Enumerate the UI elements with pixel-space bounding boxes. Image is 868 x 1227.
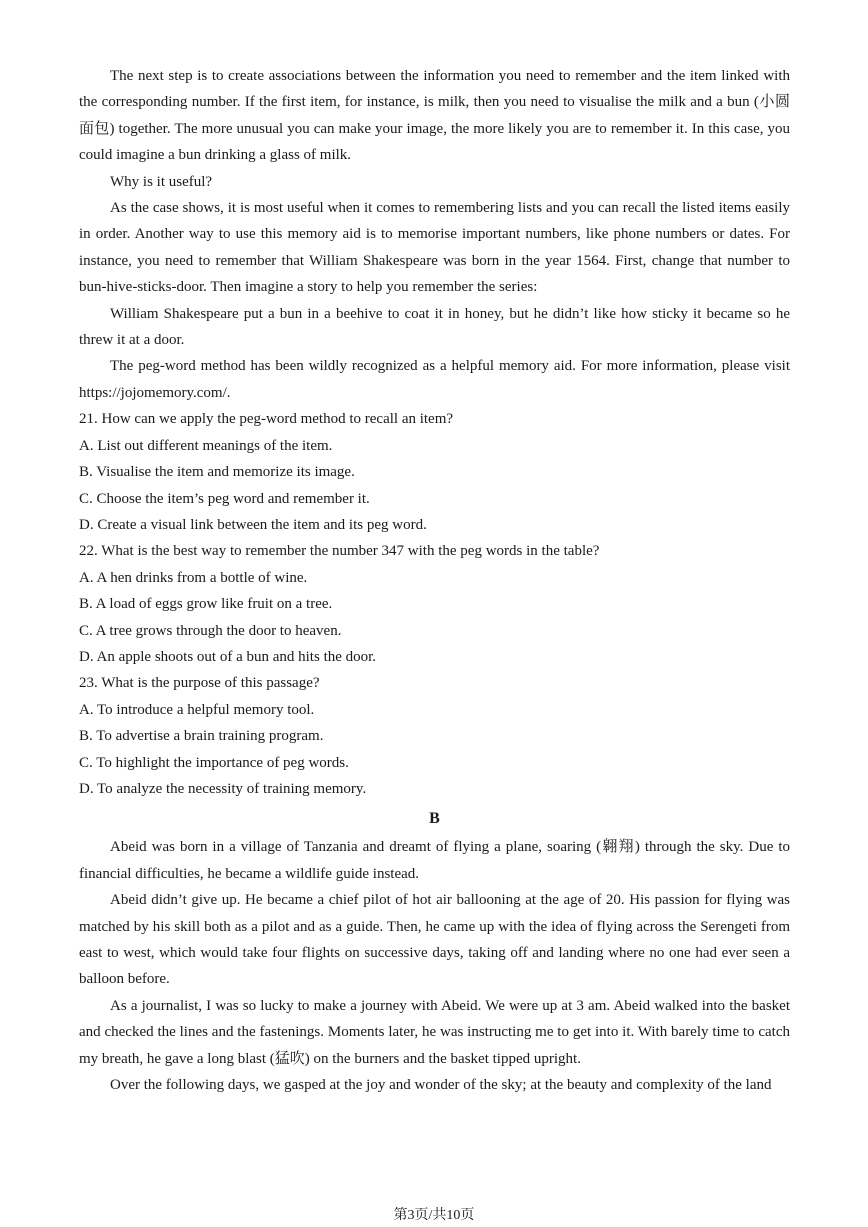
- passage-b-letter: B: [429, 810, 440, 828]
- document-page: [79, 63, 790, 1098]
- paragraph: As the case shows, it is most useful when it comes to remembering lists and you can recall the listed items easily in order. Another way to use this memory aid is to memorise important numbers, like phone numbers or dates. For instance, you need to remember that William Shakespeare was born in the year 1564. First, change that number to bun-hive-sticks-door. Then imagine a story to help you remember the series:: [79, 200, 790, 296]
- paragraph: Abeid was born in a village of Tanzania and dreamt of flying a plane, soaring (翱翔) through the sky. Due to financial difficulties, he became a wildlife guide instead.: [79, 839, 790, 882]
- question-22: [79, 538, 790, 670]
- answer-option: A. To introduce a helpful memory tool.: [79, 701, 315, 718]
- question-stem: 22. What is the best way to remember the number 347 with the peg words in the table?: [79, 543, 600, 560]
- answer-option: B. A load of eggs grow like fruit on a tree.: [79, 596, 333, 613]
- paragraph: Abeid didn’t give up. He became a chief pilot of hot air ballooning at the age of 20. His passion for flying was matched by his skill both as a pilot and as a guide. Then, he came up with the idea of flying across the Serengeti from east to west, which would take four flights on successive days, taking off and landing where no one had ever seen a balloon before.: [79, 892, 790, 988]
- section-heading: Why is it useful?: [110, 173, 213, 190]
- answer-option: C. To highlight the importance of peg words.: [79, 754, 349, 771]
- answer-option: B. Visualise the item and memorize its image.: [79, 464, 355, 481]
- paragraph: The next step is to create associations between the information you need to remember and the item linked with the corresponding number. If the first item, for instance, is milk, then you need to visualise the milk and a bun (小圆面包) together. The more unusual you can make your image, the more likely you are to remember it. In this case, you could imagine a bun drinking a glass of milk.: [79, 68, 790, 164]
- page-number: 第3页/共10页: [393, 1208, 475, 1223]
- answer-option: A. List out different meanings of the item.: [79, 437, 333, 454]
- answer-option: C. Choose the item’s peg word and remember it.: [79, 490, 370, 507]
- paragraph: Over the following days, we gasped at the joy and wonder of the sky; at the beauty and complexity of the land: [110, 1077, 772, 1094]
- paragraph: As a journalist, I was so lucky to make a journey with Abeid. We were up at 3 am. Abeid walked into the basket and checked the lines and the fastenings. Moments later, he was instructing me to get into it. With barely time to catch my breath, he gave a long blast (猛吹) on the burners and the basket tipped upright.: [79, 997, 790, 1067]
- question-stem: 21. How can we apply the peg-word method to recall an item?: [79, 411, 454, 428]
- page-footer: [0, 1204, 868, 1224]
- answer-option: D. An apple shoots out of a bun and hits the door.: [79, 648, 377, 665]
- passage-b: [79, 834, 790, 1098]
- answer-option: B. To advertise a brain training program.: [79, 728, 324, 745]
- answer-option: D. Create a visual link between the item and its peg word.: [79, 516, 427, 533]
- answer-option: A. A hen drinks from a bottle of wine.: [79, 569, 308, 586]
- passage-a: [79, 63, 790, 406]
- paragraph: William Shakespeare put a bun in a beehive to coat it in honey, but he didn’t like how sticky it became so he threw it at a door.: [79, 305, 790, 349]
- answer-option: D. To analyze the necessity of training memory.: [79, 780, 367, 797]
- answer-option: C. A tree grows through the door to heaven.: [79, 622, 342, 639]
- question-21: [79, 406, 790, 538]
- question-stem: 23. What is the purpose of this passage?: [79, 675, 320, 692]
- question-23: [79, 670, 790, 802]
- paragraph: The peg-word method has been wildly recognized as a helpful memory aid. For more information, please visit https://jojomemory.com/.: [79, 358, 790, 401]
